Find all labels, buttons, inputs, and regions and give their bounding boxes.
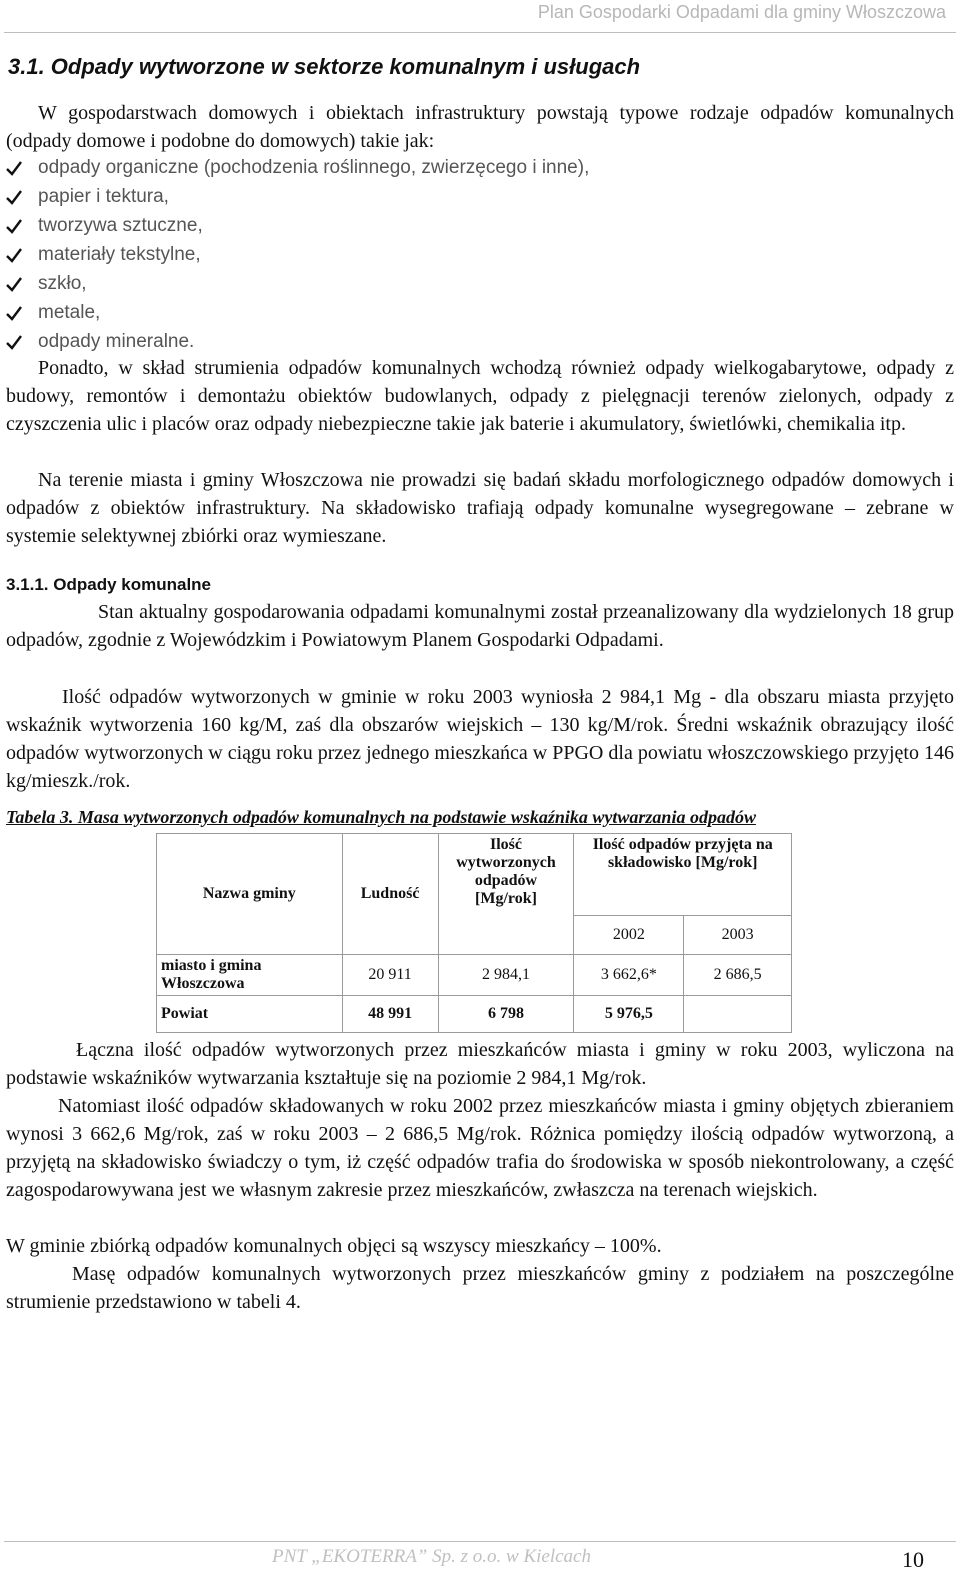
table-caption: Tabela 3. Masa wytworzonych odpadów komunalnych na podstawie wskaźnika wytwarzania odpadów: [6, 807, 756, 827]
amount-paragraph: Ilość odpadów wytworzonych w gminie w roku 2003 wyniosła 2 984,1 Mg - dla obszaru miasta przyjęto wskaźnik wytworzenia 160 kg/M, zaś dla obszarów wiejskich – 130 kg/M/rok. Średni wskaźnik obrazujący ilość odpadów wytworzonych w ciągu roku przez jednego mieszkańca w PPGO dla powiatu włoszczowskiego przyjęto 146 kg/mieszk./rok.: [6, 686, 954, 792]
header-cell-year: 2003: [684, 916, 792, 955]
header-cell-population: Ludność: [342, 834, 438, 955]
checkmark-icon: [6, 160, 22, 176]
intro-paragraph: W gospodarstwach domowych i obiektach infrastruktury powstają typowe rodzaje odpadów komunalnych (odpady domowe i podobne do domowych) takie jak:: [6, 102, 954, 152]
header-cell-landfilled: Ilość odpadów przyjęta na składowisko [Mg/rok]: [574, 834, 792, 916]
list-item: odpady organiczne (pochodzenia roślinnego, zwierzęcego i inne),: [6, 153, 589, 182]
header-cell-name: Nazwa gminy: [157, 834, 343, 955]
checkmark-icon: [6, 305, 22, 321]
table-row: [157, 996, 792, 1033]
collection-paragraph: W gminie zbiórką odpadów komunalnych objęci są wszyscy mieszkańcy – 100%.: [6, 1235, 662, 1257]
total-paragraph: Łączna ilość odpadów wytworzonych przez mieszkańców miasta i gminy w roku 2003, wyliczona na podstawie wskaźników wytwarzania kształtuje się na poziomie 2 984,1 Mg/rok.: [6, 1039, 954, 1089]
waste-table: [156, 833, 792, 1033]
list-item: metale,: [6, 298, 589, 327]
state-paragraph: Stan aktualny gospodarowania odpadami komunalnymi został przeanalizowany dla wydzielonych 18 grup odpadów, zgodnie z Wojewódzkim i Powiatowym Planem Gospodarki Odpadami.: [6, 601, 954, 651]
subsection-heading: 3.1.1. Odpady komunalne: [6, 575, 212, 594]
table-cell: 2 686,5: [684, 955, 792, 996]
list-item: tworzywa sztuczne,: [6, 211, 589, 240]
page-number: 10: [902, 1547, 924, 1572]
checkmark-icon: [6, 276, 22, 292]
table-header-row: [157, 834, 792, 916]
streams-paragraph: Ponadto, w skład strumienia odpadów komunalnych wchodzą również odpady wielkogabarytowe, odpady z budowy, remontów i demontażu obiektów budowlanych, odpady z pielęgnacji terenów zielonych, odpady z czyszczenia ulic i placów oraz odpady niebezpieczne takie jak baterie i akumulatory, świetlówki, chemikalia itp.: [6, 357, 954, 435]
list-item: szkło,: [6, 269, 589, 298]
checkmark-icon: [6, 334, 22, 350]
running-header: Plan Gospodarki Odpadami dla gminy Włoszczowa: [537, 2, 946, 22]
checkmark-icon: [6, 247, 22, 263]
table-cell: Powiat: [157, 996, 343, 1033]
landfill-paragraph: Natomiast ilość odpadów składowanych w roku 2002 przez mieszkańców miasta i gminy objętych zbieraniem wynosi 3 662,6 Mg/rok, zaś w roku 2003 – 2 686,5 Mg/rok. Różnica pomiędzy ilością odpadów wytworzoną, a przyjętą na składowisko świadczy o tym, iż część odpadów trafia do środowiska w sposób niekontrolowany, a część zagospodarowywana jest we własnym zakresie przez mieszkańców, zwłaszcza na terenach wiejskich.: [6, 1095, 954, 1201]
table-cell: 2 984,1: [438, 955, 574, 996]
table-row: [157, 955, 792, 996]
table-cell: 48 991: [342, 996, 438, 1033]
list-item: papier i tektura,: [6, 182, 589, 211]
table-cell: 20 911: [342, 955, 438, 996]
header-divider: [4, 32, 956, 33]
header-cell-year: 2002: [574, 916, 684, 955]
table-cell: [684, 996, 792, 1033]
table-cell: 5 976,5: [574, 996, 684, 1033]
checkmark-icon: [6, 189, 22, 205]
footer-divider: [4, 1541, 956, 1542]
table-cell: 3 662,6*: [574, 955, 684, 996]
list-item: odpady mineralne.: [6, 327, 589, 356]
research-paragraph: Na terenie miasta i gminy Włoszczowa nie prowadzi się badań składu morfologicznego odpadów domowych i odpadów z obiektów infrastruktury. Na składowisko trafiają odpady komunalne wysegregowane – zebrane w systemie selektywnej zbiórki oraz wymieszane.: [6, 469, 954, 547]
list-item: materiały tekstylne,: [6, 240, 589, 269]
table-cell: 6 798: [438, 996, 574, 1033]
section-heading: 3.1. Odpady wytworzone w sektorze komunalnym i usługach: [8, 54, 641, 79]
waste-type-list: [6, 153, 589, 356]
header-cell-produced: Ilość wytworzonych odpadów [Mg/rok]: [438, 834, 574, 955]
mass-paragraph: Masę odpadów komunalnych wytworzonych przez mieszkańców gminy z podziałem na poszczególne strumienie przedstawiono w tabeli 4.: [6, 1263, 954, 1313]
table-cell: miasto i gmina Włoszczowa: [157, 955, 343, 996]
footer-company: PNT „EKOTERRA” Sp. z o.o. w Kielcach: [272, 1546, 591, 1567]
checkmark-icon: [6, 218, 22, 234]
